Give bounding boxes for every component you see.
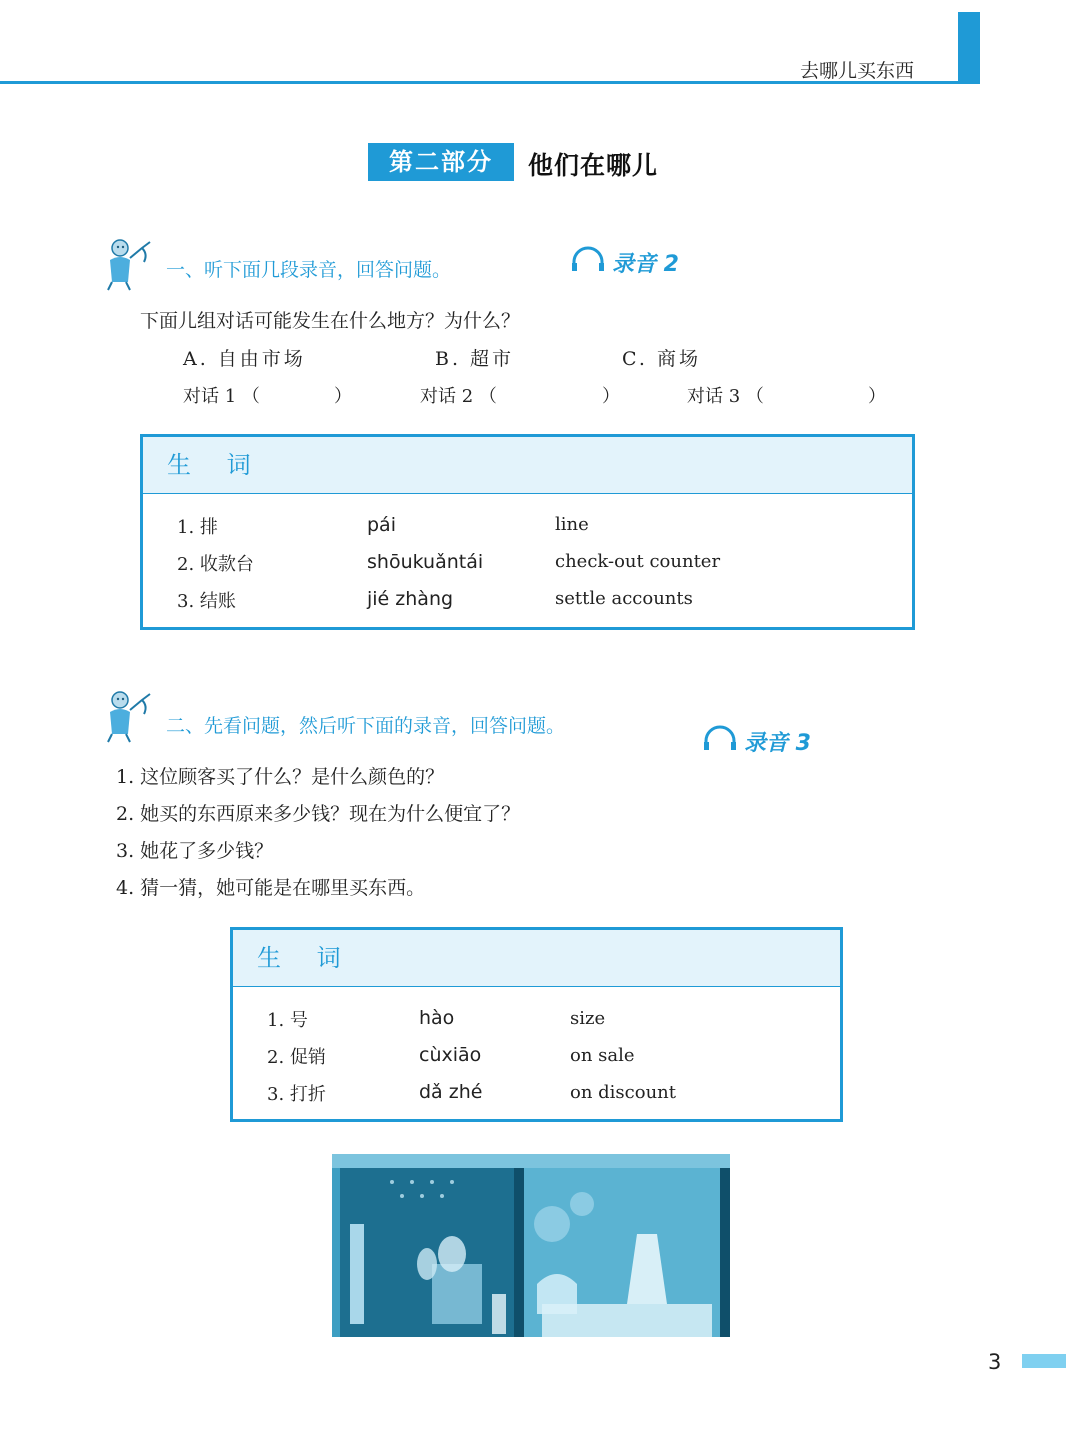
vocab2-english-2: on sale [570, 1045, 635, 1066]
vocab1-word-2: 2. 收款台 [177, 554, 254, 575]
vocab2-word-1: 1. 号 [267, 1010, 308, 1031]
vocab2-word-2: 2. 促销 [267, 1047, 326, 1068]
vocab1-pinyin-3: jié zhàng [367, 588, 454, 610]
vocab-box-1 [140, 434, 915, 630]
vocab-box-1-header: 生 词 [143, 437, 912, 494]
vocab-box-2 [230, 927, 843, 1122]
vocab1-pinyin-1: pái [367, 514, 396, 536]
task2-question-4: 4. 猜一猜，她可能是在哪里买东西。 [116, 877, 426, 899]
vocab1-english-2: check-out counter [555, 551, 721, 572]
vocab2-pinyin-1: hào [419, 1007, 455, 1029]
vocab2-pinyin-3: dǎ zhé [419, 1081, 483, 1103]
vocab1-english-3: settle accounts [555, 588, 693, 609]
vocab-box-2-header: 生 词 [233, 930, 840, 987]
vocab2-english-1: size [570, 1008, 606, 1029]
dialog-2-close: ） [602, 386, 620, 407]
listening-figure-icon [96, 234, 156, 292]
task2-question-3: 3. 她花了多少钱？ [116, 840, 274, 862]
task2-audio-label: 录音 3 [744, 730, 811, 756]
chapter-title: 去哪儿买东西 [800, 60, 915, 82]
page-number: 3 [988, 1350, 1002, 1374]
dialog-3-close: ） [868, 386, 886, 407]
vocab1-english-1: line [555, 514, 589, 535]
vocab2-pinyin-2: cùxiāo [419, 1044, 482, 1066]
option-b: B. 超市 [435, 348, 515, 370]
header-tab-marker [958, 12, 980, 84]
dialog-2-label: 对话 2 （ [420, 386, 497, 407]
vocab1-pinyin-2: shōukuǎntái [367, 551, 484, 573]
headphones-icon [702, 725, 738, 757]
dialog-3-label: 对话 3 （ [687, 386, 764, 407]
headphones-icon [570, 246, 606, 278]
option-a: A. 自由市场 [183, 348, 306, 370]
vocab1-word-3: 3. 结账 [177, 591, 236, 612]
task1-audio[interactable] [570, 246, 679, 278]
dialog-1-close: ） [334, 386, 352, 407]
section-title: 他们在哪儿 [528, 151, 659, 180]
task2-title: 二、先看问题，然后听下面的录音，回答问题。 [166, 715, 566, 737]
task1-title: 一、听下面几段录音，回答问题。 [166, 259, 452, 281]
listening-figure-icon [96, 686, 156, 744]
task1-audio-label: 录音 2 [612, 251, 679, 277]
task2-audio[interactable] [702, 725, 811, 757]
task1-question: 下面儿组对话可能发生在什么地方？为什么？ [140, 310, 521, 332]
vocab2-english-3: on discount [570, 1082, 677, 1103]
section-badge: 第二部分 [368, 143, 514, 181]
vocab2-word-3: 3. 打折 [267, 1084, 326, 1105]
page-number-bar [1022, 1354, 1066, 1368]
vocab1-word-1: 1. 排 [177, 517, 218, 538]
storefront-photo [332, 1154, 730, 1337]
task2-question-2: 2. 她买的东西原来多少钱？现在为什么便宜了？ [116, 803, 521, 825]
dialog-1-label: 对话 1 （ [183, 386, 260, 407]
task2-question-1: 1. 这位顾客买了什么？是什么颜色的？ [116, 766, 445, 788]
option-c: C. 商场 [622, 348, 701, 370]
